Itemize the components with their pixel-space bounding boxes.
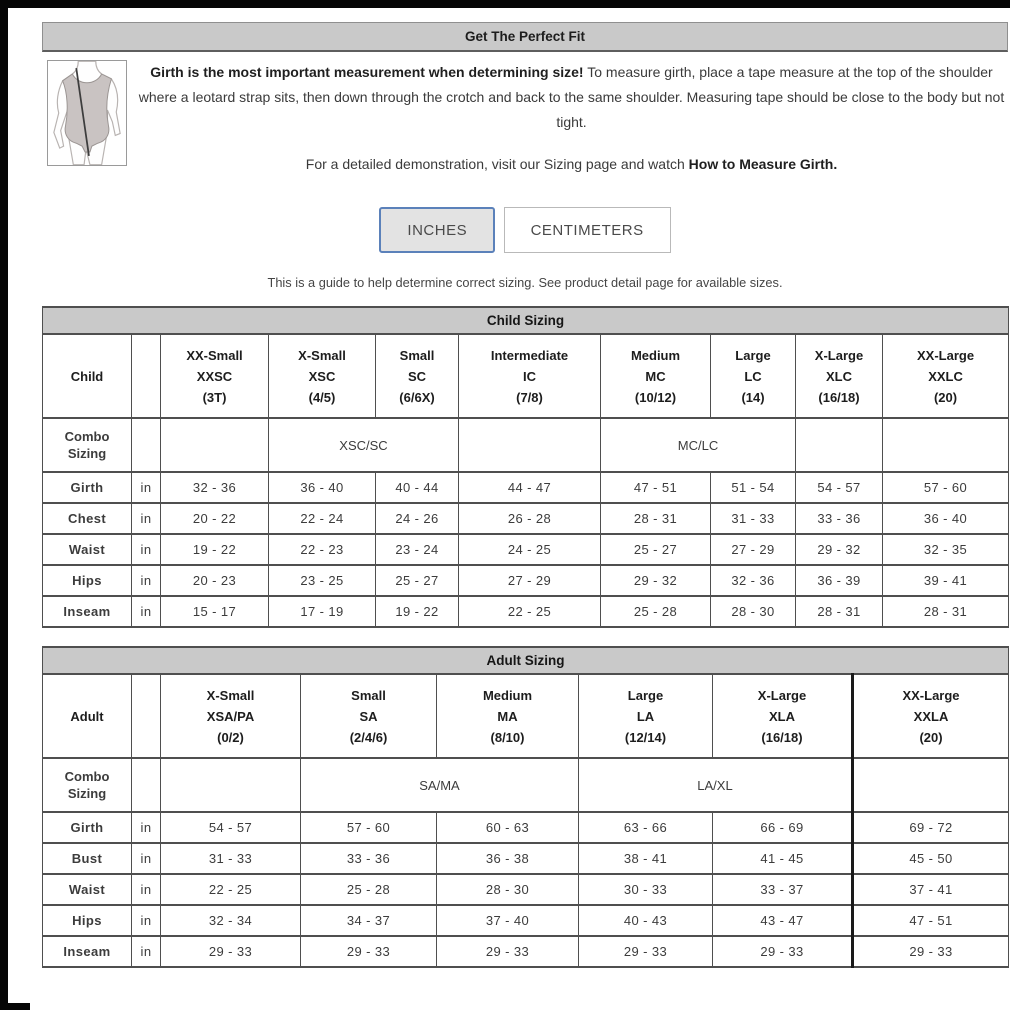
combo-unit-cell <box>132 758 161 812</box>
value-cell: 22 - 24 <box>269 503 376 534</box>
girth-instructions-bold: Girth is the most important measurement when determining size! <box>150 64 584 80</box>
girth-instructions-body: To measure girth, place a tape measure at the top of the shoulder where a leotard strap sits, then down through the crotch and back to the same shoulder. Measuring tape should be close to the body but not tight. <box>138 64 1005 130</box>
value-cell: 27 - 29 <box>459 565 601 596</box>
unit-cell: in <box>132 534 161 565</box>
unit-cell: in <box>132 936 161 967</box>
col-header-intermediate: Intermediate IC (7/8) <box>459 334 601 418</box>
page-frame-top <box>0 0 1010 8</box>
value-cell: 19 - 22 <box>161 534 269 565</box>
col-header-medium: Medium MA (8/10) <box>437 674 579 758</box>
col-header-x-small: X-Small XSC (4/5) <box>269 334 376 418</box>
unit-cell: in <box>132 812 161 843</box>
col-header-small: Small SC (6/6X) <box>376 334 459 418</box>
child-corner-label: Child <box>43 334 132 418</box>
unit-cell: in <box>132 472 161 503</box>
value-cell: 31 - 33 <box>711 503 796 534</box>
col-header-small: Small SA (2/4/6) <box>301 674 437 758</box>
table-row-waist <box>43 534 1009 565</box>
value-cell: 25 - 28 <box>601 596 711 627</box>
value-cell: 66 - 69 <box>713 812 853 843</box>
value-cell: 36 - 40 <box>883 503 1009 534</box>
value-cell: 40 - 44 <box>376 472 459 503</box>
value-cell: 32 - 34 <box>161 905 301 936</box>
adult-sizing-table <box>42 646 1009 968</box>
value-cell: 28 - 31 <box>883 596 1009 627</box>
value-cell: 38 - 41 <box>579 843 713 874</box>
value-cell: 60 - 63 <box>437 812 579 843</box>
value-cell: 25 - 27 <box>376 565 459 596</box>
intro-section <box>42 60 1008 177</box>
row-label: Waist <box>43 874 132 905</box>
combo-sizing-label: Combo Sizing <box>43 418 132 472</box>
value-cell: 32 - 36 <box>161 472 269 503</box>
unit-cell: in <box>132 874 161 905</box>
col-header-x-small: X-Small XSA/PA (0/2) <box>161 674 301 758</box>
combo-group-mc-lc: MC/LC <box>601 418 796 472</box>
adult-table-title: Adult Sizing <box>43 647 1009 674</box>
child-column-header-row <box>43 334 1009 418</box>
value-cell: 24 - 26 <box>376 503 459 534</box>
col-header-xx-large: XX-Large XXLC (20) <box>883 334 1009 418</box>
value-cell: 54 - 57 <box>796 472 883 503</box>
value-cell: 25 - 28 <box>301 874 437 905</box>
value-cell: 45 - 50 <box>853 843 1009 874</box>
child-combo-sizing-row <box>43 418 1009 472</box>
value-cell: 26 - 28 <box>459 503 601 534</box>
value-cell: 29 - 33 <box>301 936 437 967</box>
row-label: Girth <box>43 812 132 843</box>
value-cell: 32 - 36 <box>711 565 796 596</box>
value-cell: 15 - 17 <box>161 596 269 627</box>
value-cell: 33 - 37 <box>713 874 853 905</box>
table-row-hips <box>43 565 1009 596</box>
combo-group-la-xl: LA/XL <box>579 758 853 812</box>
col-header-large: Large LA (12/14) <box>579 674 713 758</box>
row-label: Inseam <box>43 936 132 967</box>
value-cell: 28 - 31 <box>796 596 883 627</box>
combo-empty-cell <box>853 758 1009 812</box>
table-row-inseam <box>43 596 1009 627</box>
sizing-guide-page <box>42 22 1008 968</box>
value-cell: 39 - 41 <box>883 565 1009 596</box>
table-row-waist <box>43 874 1009 905</box>
value-cell: 20 - 22 <box>161 503 269 534</box>
value-cell: 28 - 30 <box>437 874 579 905</box>
row-label: Waist <box>43 534 132 565</box>
value-cell: 34 - 37 <box>301 905 437 936</box>
value-cell: 41 - 45 <box>713 843 853 874</box>
col-header-xx-large: XX-Large XXLA (20) <box>853 674 1009 758</box>
col-header-x-large: X-Large XLA (16/18) <box>713 674 853 758</box>
combo-empty-cell <box>883 418 1009 472</box>
value-cell: 30 - 33 <box>579 874 713 905</box>
value-cell: 63 - 66 <box>579 812 713 843</box>
page-frame-bottom-left <box>0 1003 30 1010</box>
centimeters-button[interactable]: CENTIMETERS <box>504 207 671 253</box>
value-cell: 19 - 22 <box>376 596 459 627</box>
value-cell: 29 - 32 <box>796 534 883 565</box>
value-cell: 44 - 47 <box>459 472 601 503</box>
adult-corner-label: Adult <box>43 674 132 758</box>
value-cell: 47 - 51 <box>853 905 1009 936</box>
row-label: Hips <box>43 905 132 936</box>
value-cell: 29 - 33 <box>713 936 853 967</box>
unit-cell: in <box>132 905 161 936</box>
row-label: Girth <box>43 472 132 503</box>
value-cell: 37 - 40 <box>437 905 579 936</box>
col-header-medium: Medium MC (10/12) <box>601 334 711 418</box>
child-sizing-table <box>42 306 1009 628</box>
combo-group-sa-ma: SA/MA <box>301 758 579 812</box>
combo-sizing-label: Combo Sizing <box>43 758 132 812</box>
table-row-girth <box>43 812 1009 843</box>
value-cell: 40 - 43 <box>579 905 713 936</box>
page-title: Get The Perfect Fit <box>42 22 1008 52</box>
value-cell: 47 - 51 <box>601 472 711 503</box>
table-row-hips <box>43 905 1009 936</box>
unit-cell: in <box>132 503 161 534</box>
value-cell: 22 - 23 <box>269 534 376 565</box>
value-cell: 23 - 25 <box>269 565 376 596</box>
value-cell: 29 - 33 <box>161 936 301 967</box>
girth-instructions <box>135 60 1008 177</box>
combo-empty-cell <box>161 418 269 472</box>
col-header-large: Large LC (14) <box>711 334 796 418</box>
value-cell: 69 - 72 <box>853 812 1009 843</box>
child-table-title: Child Sizing <box>43 307 1009 334</box>
adult-column-header-row <box>43 674 1009 758</box>
value-cell: 32 - 35 <box>883 534 1009 565</box>
value-cell: 29 - 32 <box>601 565 711 596</box>
value-cell: 24 - 25 <box>459 534 601 565</box>
col-header-xx-small: XX-Small XXSC (3T) <box>161 334 269 418</box>
table-row-chest <box>43 503 1009 534</box>
value-cell: 57 - 60 <box>301 812 437 843</box>
unit-cell: in <box>132 596 161 627</box>
value-cell: 57 - 60 <box>883 472 1009 503</box>
col-header-x-large: X-Large XLC (16/18) <box>796 334 883 418</box>
unit-toggle <box>42 207 1008 253</box>
value-cell: 43 - 47 <box>713 905 853 936</box>
value-cell: 27 - 29 <box>711 534 796 565</box>
value-cell: 22 - 25 <box>459 596 601 627</box>
unit-cell: in <box>132 565 161 596</box>
value-cell: 29 - 33 <box>853 936 1009 967</box>
unit-column-header <box>132 334 161 418</box>
row-label: Hips <box>43 565 132 596</box>
combo-group-xsc-sc: XSC/SC <box>269 418 459 472</box>
sizing-guide-note: This is a guide to help determine correct sizing. See product detail page for available sizes. <box>267 275 783 290</box>
value-cell: 23 - 24 <box>376 534 459 565</box>
combo-empty-cell <box>459 418 601 472</box>
value-cell: 29 - 33 <box>579 936 713 967</box>
value-cell: 33 - 36 <box>301 843 437 874</box>
row-label: Bust <box>43 843 132 874</box>
value-cell: 25 - 27 <box>601 534 711 565</box>
value-cell: 17 - 19 <box>269 596 376 627</box>
demo-text: For a detailed demonstration, visit our Sizing page and watch <box>305 156 685 172</box>
combo-unit-cell <box>132 418 161 472</box>
child-table-title-row <box>43 307 1009 334</box>
demo-text-bold: How to Measure Girth. <box>688 156 838 172</box>
page-frame-left <box>0 0 8 1010</box>
value-cell: 20 - 23 <box>161 565 269 596</box>
table-row-girth <box>43 472 1009 503</box>
table-row-inseam <box>43 936 1009 967</box>
value-cell: 51 - 54 <box>711 472 796 503</box>
combo-empty-cell <box>161 758 301 812</box>
table-row-bust <box>43 843 1009 874</box>
adult-table-title-row <box>43 647 1009 674</box>
value-cell: 31 - 33 <box>161 843 301 874</box>
value-cell: 37 - 41 <box>853 874 1009 905</box>
value-cell: 28 - 30 <box>711 596 796 627</box>
adult-combo-sizing-row <box>43 758 1009 812</box>
combo-empty-cell <box>796 418 883 472</box>
inches-button[interactable]: INCHES <box>379 207 495 253</box>
value-cell: 29 - 33 <box>437 936 579 967</box>
value-cell: 36 - 38 <box>437 843 579 874</box>
value-cell: 28 - 31 <box>601 503 711 534</box>
value-cell: 22 - 25 <box>161 874 301 905</box>
unit-column-header <box>132 674 161 758</box>
row-label: Chest <box>43 503 132 534</box>
value-cell: 36 - 40 <box>269 472 376 503</box>
row-label: Inseam <box>43 596 132 627</box>
girth-measurement-figure-icon <box>47 60 127 166</box>
value-cell: 33 - 36 <box>796 503 883 534</box>
unit-cell: in <box>132 843 161 874</box>
value-cell: 36 - 39 <box>796 565 883 596</box>
value-cell: 54 - 57 <box>161 812 301 843</box>
